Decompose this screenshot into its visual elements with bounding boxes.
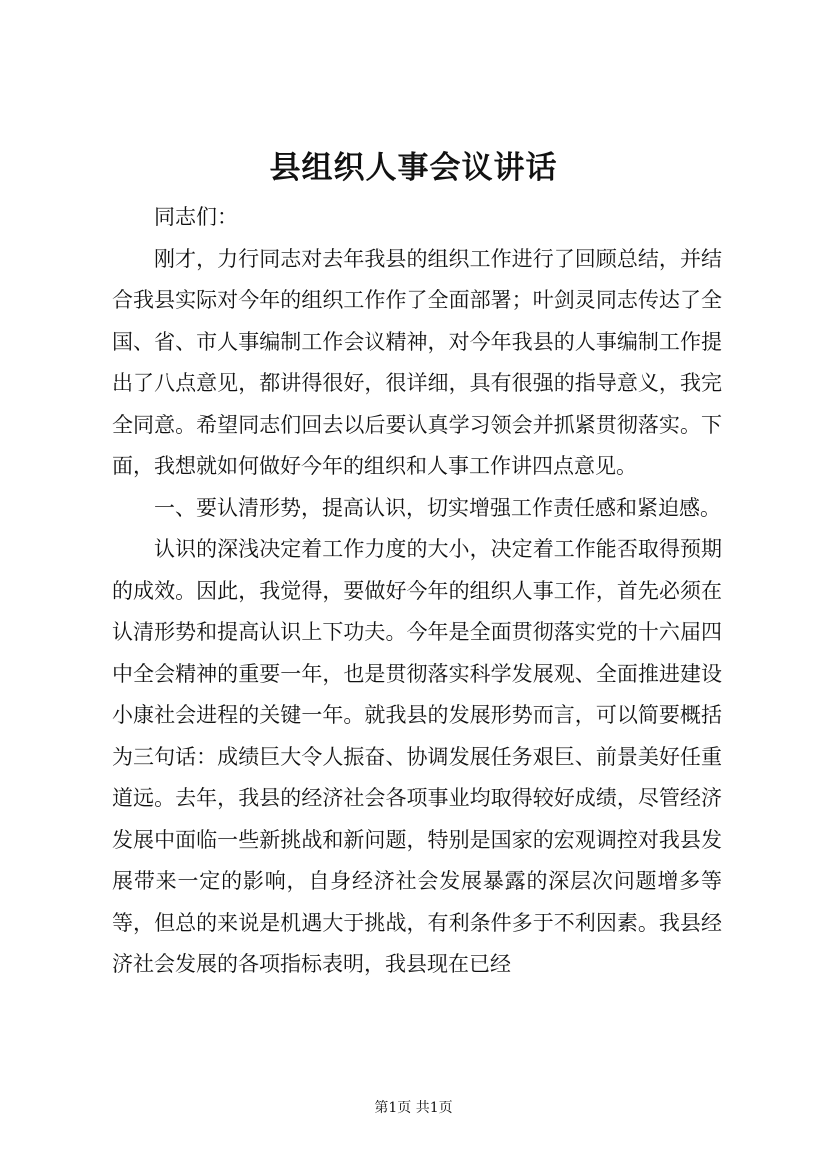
paragraph-intro: 刚才，力行同志对去年我县的组织工作进行了回顾总结，并结合我县实际对今年的组织工作作了全面部署；叶剑灵同志传达了全国、省、市人事编制工作会议精神，对今年我县的人事编制工作提出了八点意见，都讲得很好，很详细，具有很强的指导意义，我完全同意。希望同志们回去以后要认真学习领会并抓紧贯彻落实。下面，我想就如何做好今年的组织和人事工作讲四点意见。 bbox=[112, 246, 722, 478]
document-title: 县组织人事会议讲话 bbox=[269, 150, 558, 186]
page-footer: 第1页 共1页 bbox=[374, 1100, 453, 1116]
section-heading-1: 一、要认清形势，提高认识，切实增强工作责任感和紧迫感。 bbox=[154, 495, 721, 520]
document-body bbox=[112, 197, 722, 986]
greeting: 同志们： bbox=[154, 205, 238, 229]
paragraph-section-1: 认识的深浅决定着工作力度的大小，决定着工作能否取得预期的成效。因此，我觉得，要做好今年的组织人事工作，首先必须在认清形势和提高认识上下功夫。今年是全面贯彻落实党的十六届四中全会精神的重要一年，也是贯彻落实科学发展观、全面推进建设小康社会进程的关键一年。就我县的发展形势而言，可以简要概括为三句话：成绩巨大令人振奋、协调发展任务艰巨、前景美好任重道远。去年，我县的经济社会各项事业均取得较好成绩，尽管经济发展中面临一些新挑战和新问题，特别是国家的宏观调控对我县发展带来一定的影响，自身经济社会发展暴露的深层次问题增多等等，但总的来说是机遇大于挑战，有利条件多于不利因素。我县经济社会发展的各项指标表明，我县现在已经 bbox=[112, 537, 722, 976]
